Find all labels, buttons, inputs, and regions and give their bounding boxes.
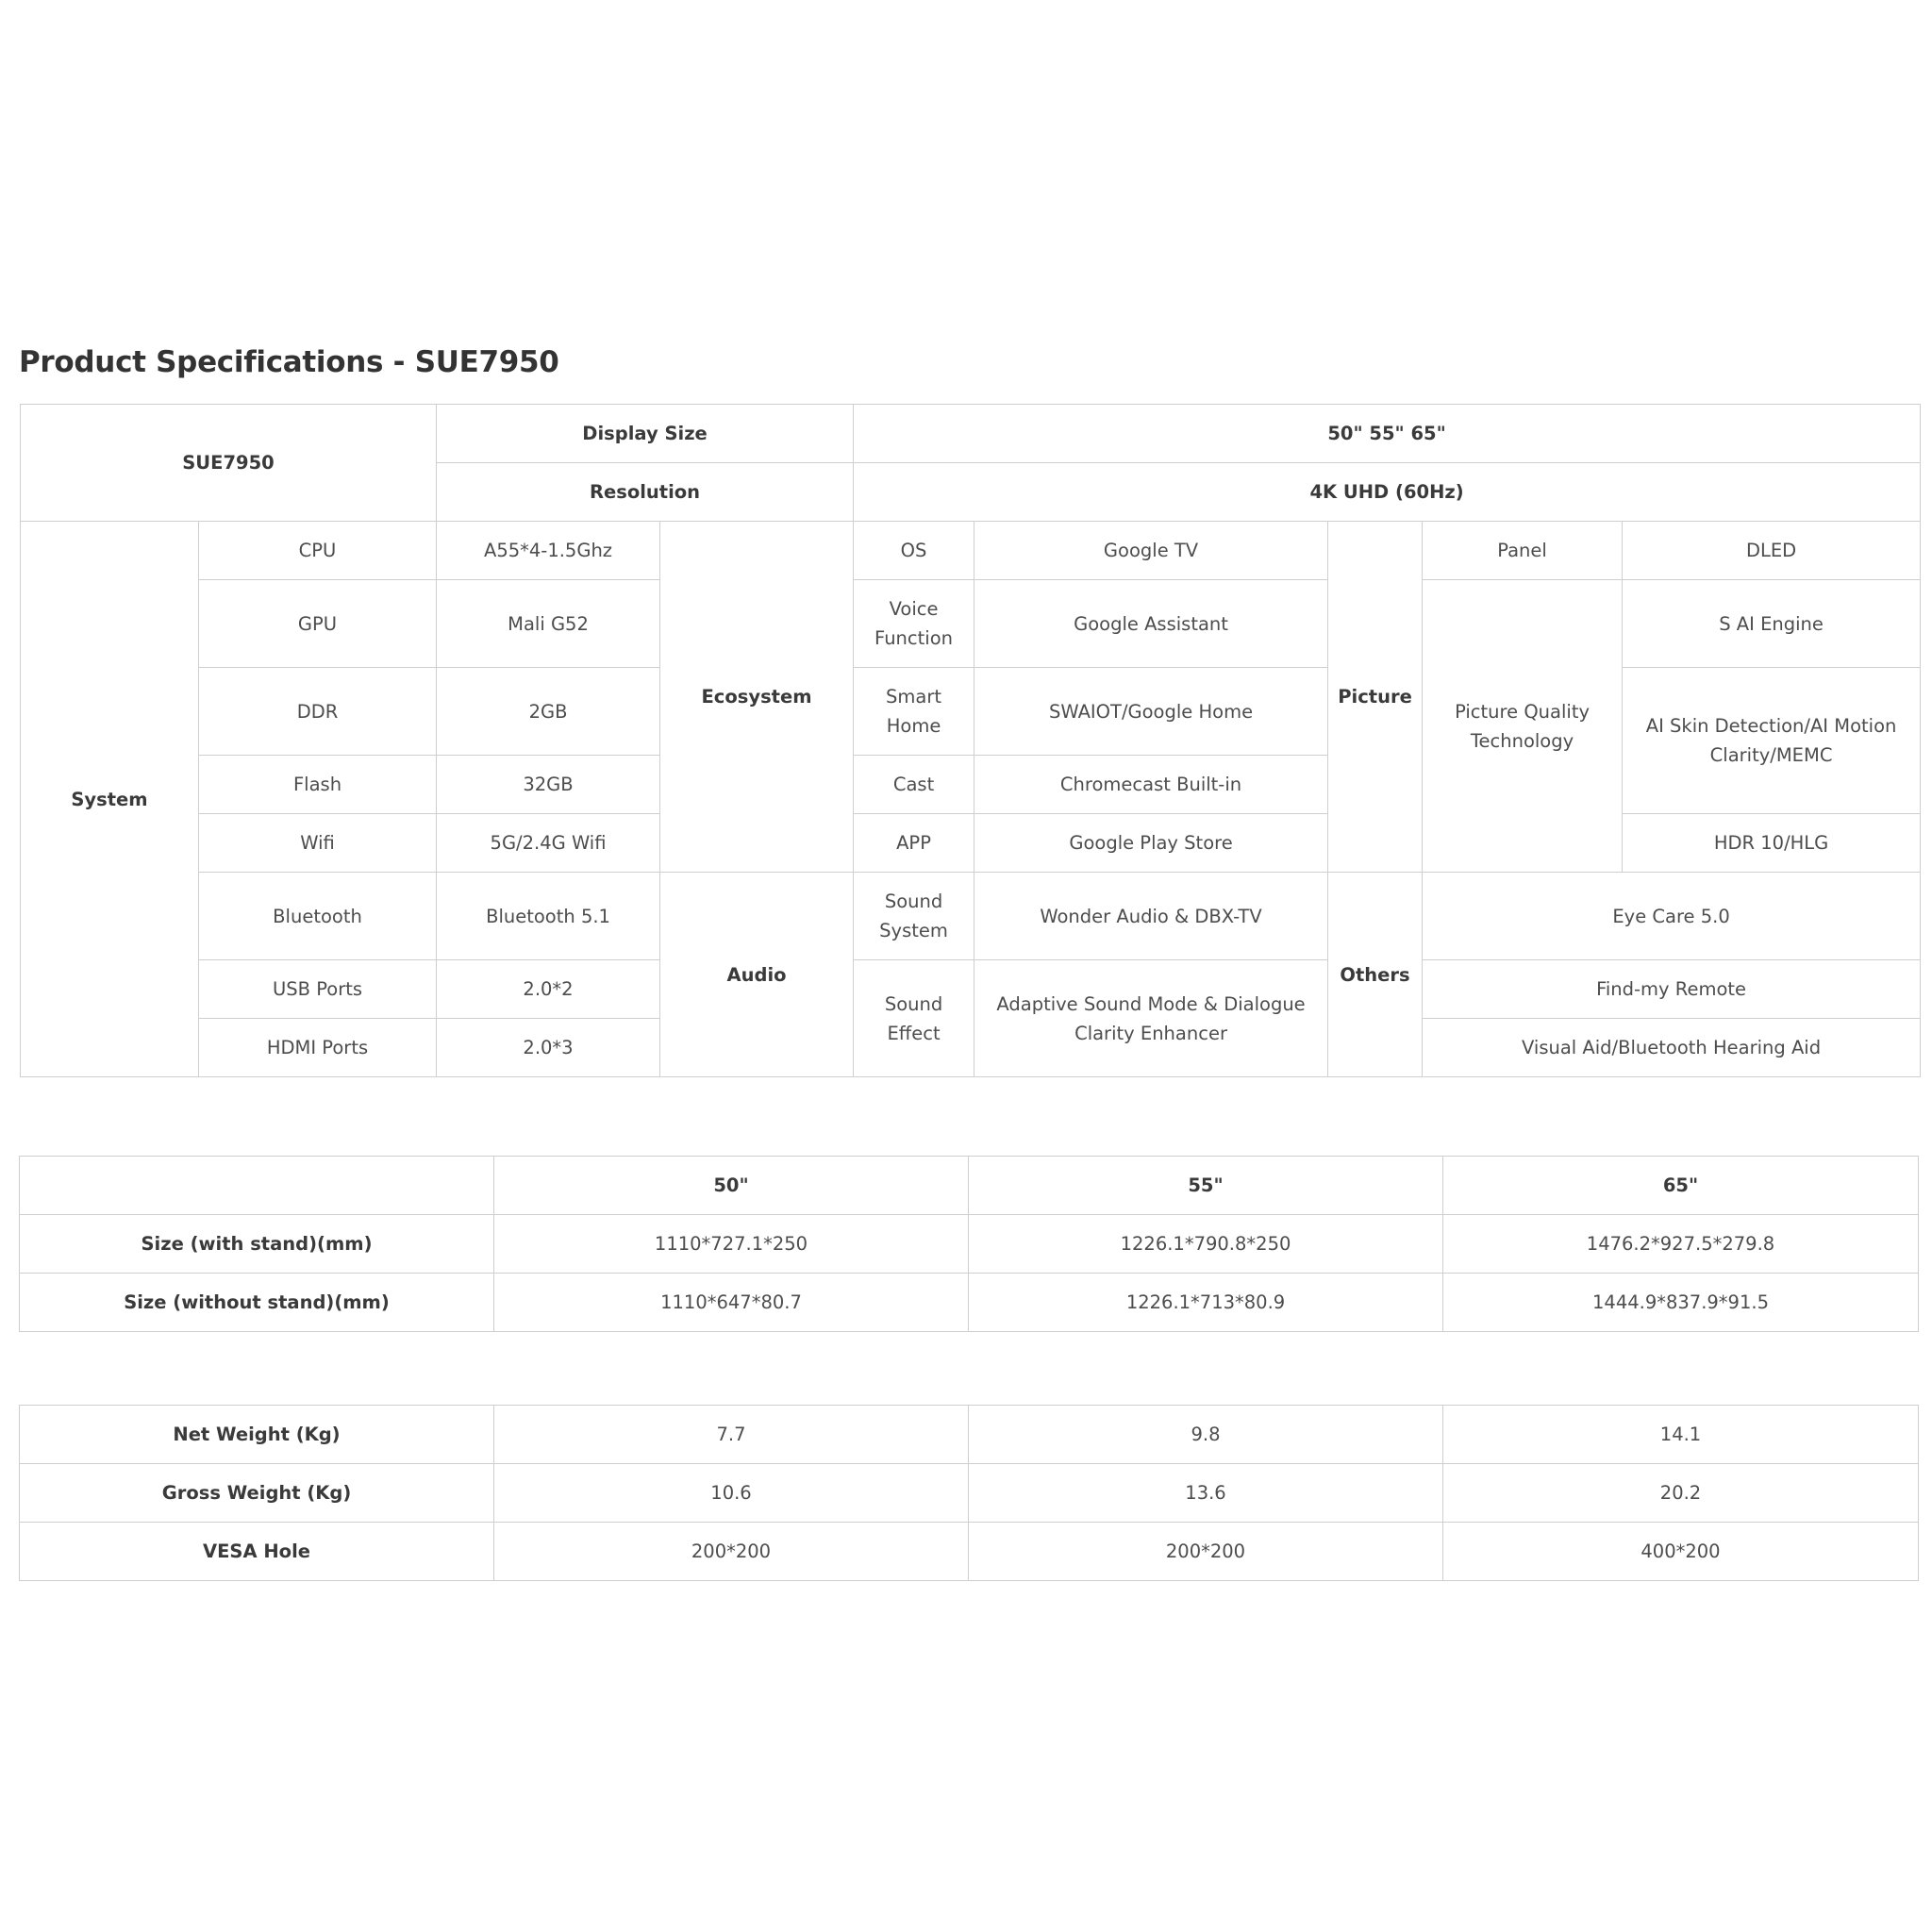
spec-label: GPU [199,580,437,668]
table-cell: 1110*727.1*250 [494,1215,969,1274]
table-header: 65" [1443,1157,1919,1215]
model-cell: SUE7950 [21,405,437,522]
row-label: Gross Weight (Kg) [20,1464,494,1523]
spec-value: Google Assistant [974,580,1328,668]
spec-label: Flash [199,756,437,814]
spec-label: Voice Function [854,580,974,668]
spec-label: Picture Quality Technology [1423,580,1623,873]
table-cell: 1110*647*80.7 [494,1274,969,1332]
picture-category: Picture [1328,522,1423,873]
row-label: Size (with stand)(mm) [20,1215,494,1274]
table-header: 55" [969,1157,1443,1215]
table-cell: 200*200 [969,1523,1443,1581]
audio-category: Audio [660,873,854,1077]
table-cell: 1226.1*713*80.9 [969,1274,1443,1332]
display-size-value: 50" 55" 65" [854,405,1921,463]
spec-label: DDR [199,668,437,756]
spec-value: S AI Engine [1623,580,1921,668]
spec-label: Wifi [199,814,437,873]
table-row [20,1406,1919,1464]
spec-value: Chromecast Built-in [974,756,1328,814]
resolution-label: Resolution [437,463,854,522]
weight-table [19,1405,1919,1581]
spec-value: Wonder Audio & DBX-TV [974,873,1328,960]
spec-label: Smart Home [854,668,974,756]
spec-value: 2.0*3 [437,1019,660,1077]
spec-label: Cast [854,756,974,814]
system-category: System [21,522,199,1077]
spec-value: 2GB [437,668,660,756]
table-cell: 13.6 [969,1464,1443,1523]
table-row [20,1523,1919,1581]
spec-label: Panel [1423,522,1623,580]
spec-value: Adaptive Sound Mode & Dialogue Clarity Enhancer [974,960,1328,1077]
table-cell: 1476.2*927.5*279.8 [1443,1215,1919,1274]
spec-label: USB Ports [199,960,437,1019]
resolution-value: 4K UHD (60Hz) [854,463,1921,522]
table-cell: 400*200 [1443,1523,1919,1581]
spec-label: OS [854,522,974,580]
table-cell: 1444.9*837.9*91.5 [1443,1274,1919,1332]
spec-table [20,404,1921,1077]
table-cell: 200*200 [494,1523,969,1581]
row-label: Net Weight (Kg) [20,1406,494,1464]
table-cell: 20.2 [1443,1464,1919,1523]
spec-value: Mali G52 [437,580,660,668]
others-category: Others [1328,873,1423,1077]
spec-value: DLED [1623,522,1921,580]
size-table [19,1156,1919,1332]
spec-value: Eye Care 5.0 [1423,873,1921,960]
row-label: Size (without stand)(mm) [20,1274,494,1332]
spec-value: Find-my Remote [1423,960,1921,1019]
spec-value: HDR 10/HLG [1623,814,1921,873]
spec-value: 5G/2.4G Wifi [437,814,660,873]
spec-label: APP [854,814,974,873]
spec-value: 32GB [437,756,660,814]
table-row [20,1274,1919,1332]
table-header [20,1157,494,1215]
ecosystem-category: Ecosystem [660,522,854,873]
spec-value: AI Skin Detection/AI Motion Clarity/MEMC [1623,668,1921,814]
spec-label: CPU [199,522,437,580]
spec-value: SWAIOT/Google Home [974,668,1328,756]
spec-value: 2.0*2 [437,960,660,1019]
table-cell: 9.8 [969,1406,1443,1464]
table-cell: 1226.1*790.8*250 [969,1215,1443,1274]
spec-value: Google TV [974,522,1328,580]
spec-value: Google Play Store [974,814,1328,873]
spec-label: Sound System [854,873,974,960]
table-header: 50" [494,1157,969,1215]
table-cell: 7.7 [494,1406,969,1464]
spec-label: Sound Effect [854,960,974,1077]
spec-value: A55*4-1.5Ghz [437,522,660,580]
spec-label: HDMI Ports [199,1019,437,1077]
table-cell: 10.6 [494,1464,969,1523]
row-label: VESA Hole [20,1523,494,1581]
spec-label: Bluetooth [199,873,437,960]
spec-value: Bluetooth 5.1 [437,873,660,960]
display-size-label: Display Size [437,405,854,463]
table-cell: 14.1 [1443,1406,1919,1464]
table-row [20,1464,1919,1523]
page-title: Product Specifications - SUE7950 [19,345,559,379]
table-row [20,1215,1919,1274]
spec-value: Visual Aid/Bluetooth Hearing Aid [1423,1019,1921,1077]
